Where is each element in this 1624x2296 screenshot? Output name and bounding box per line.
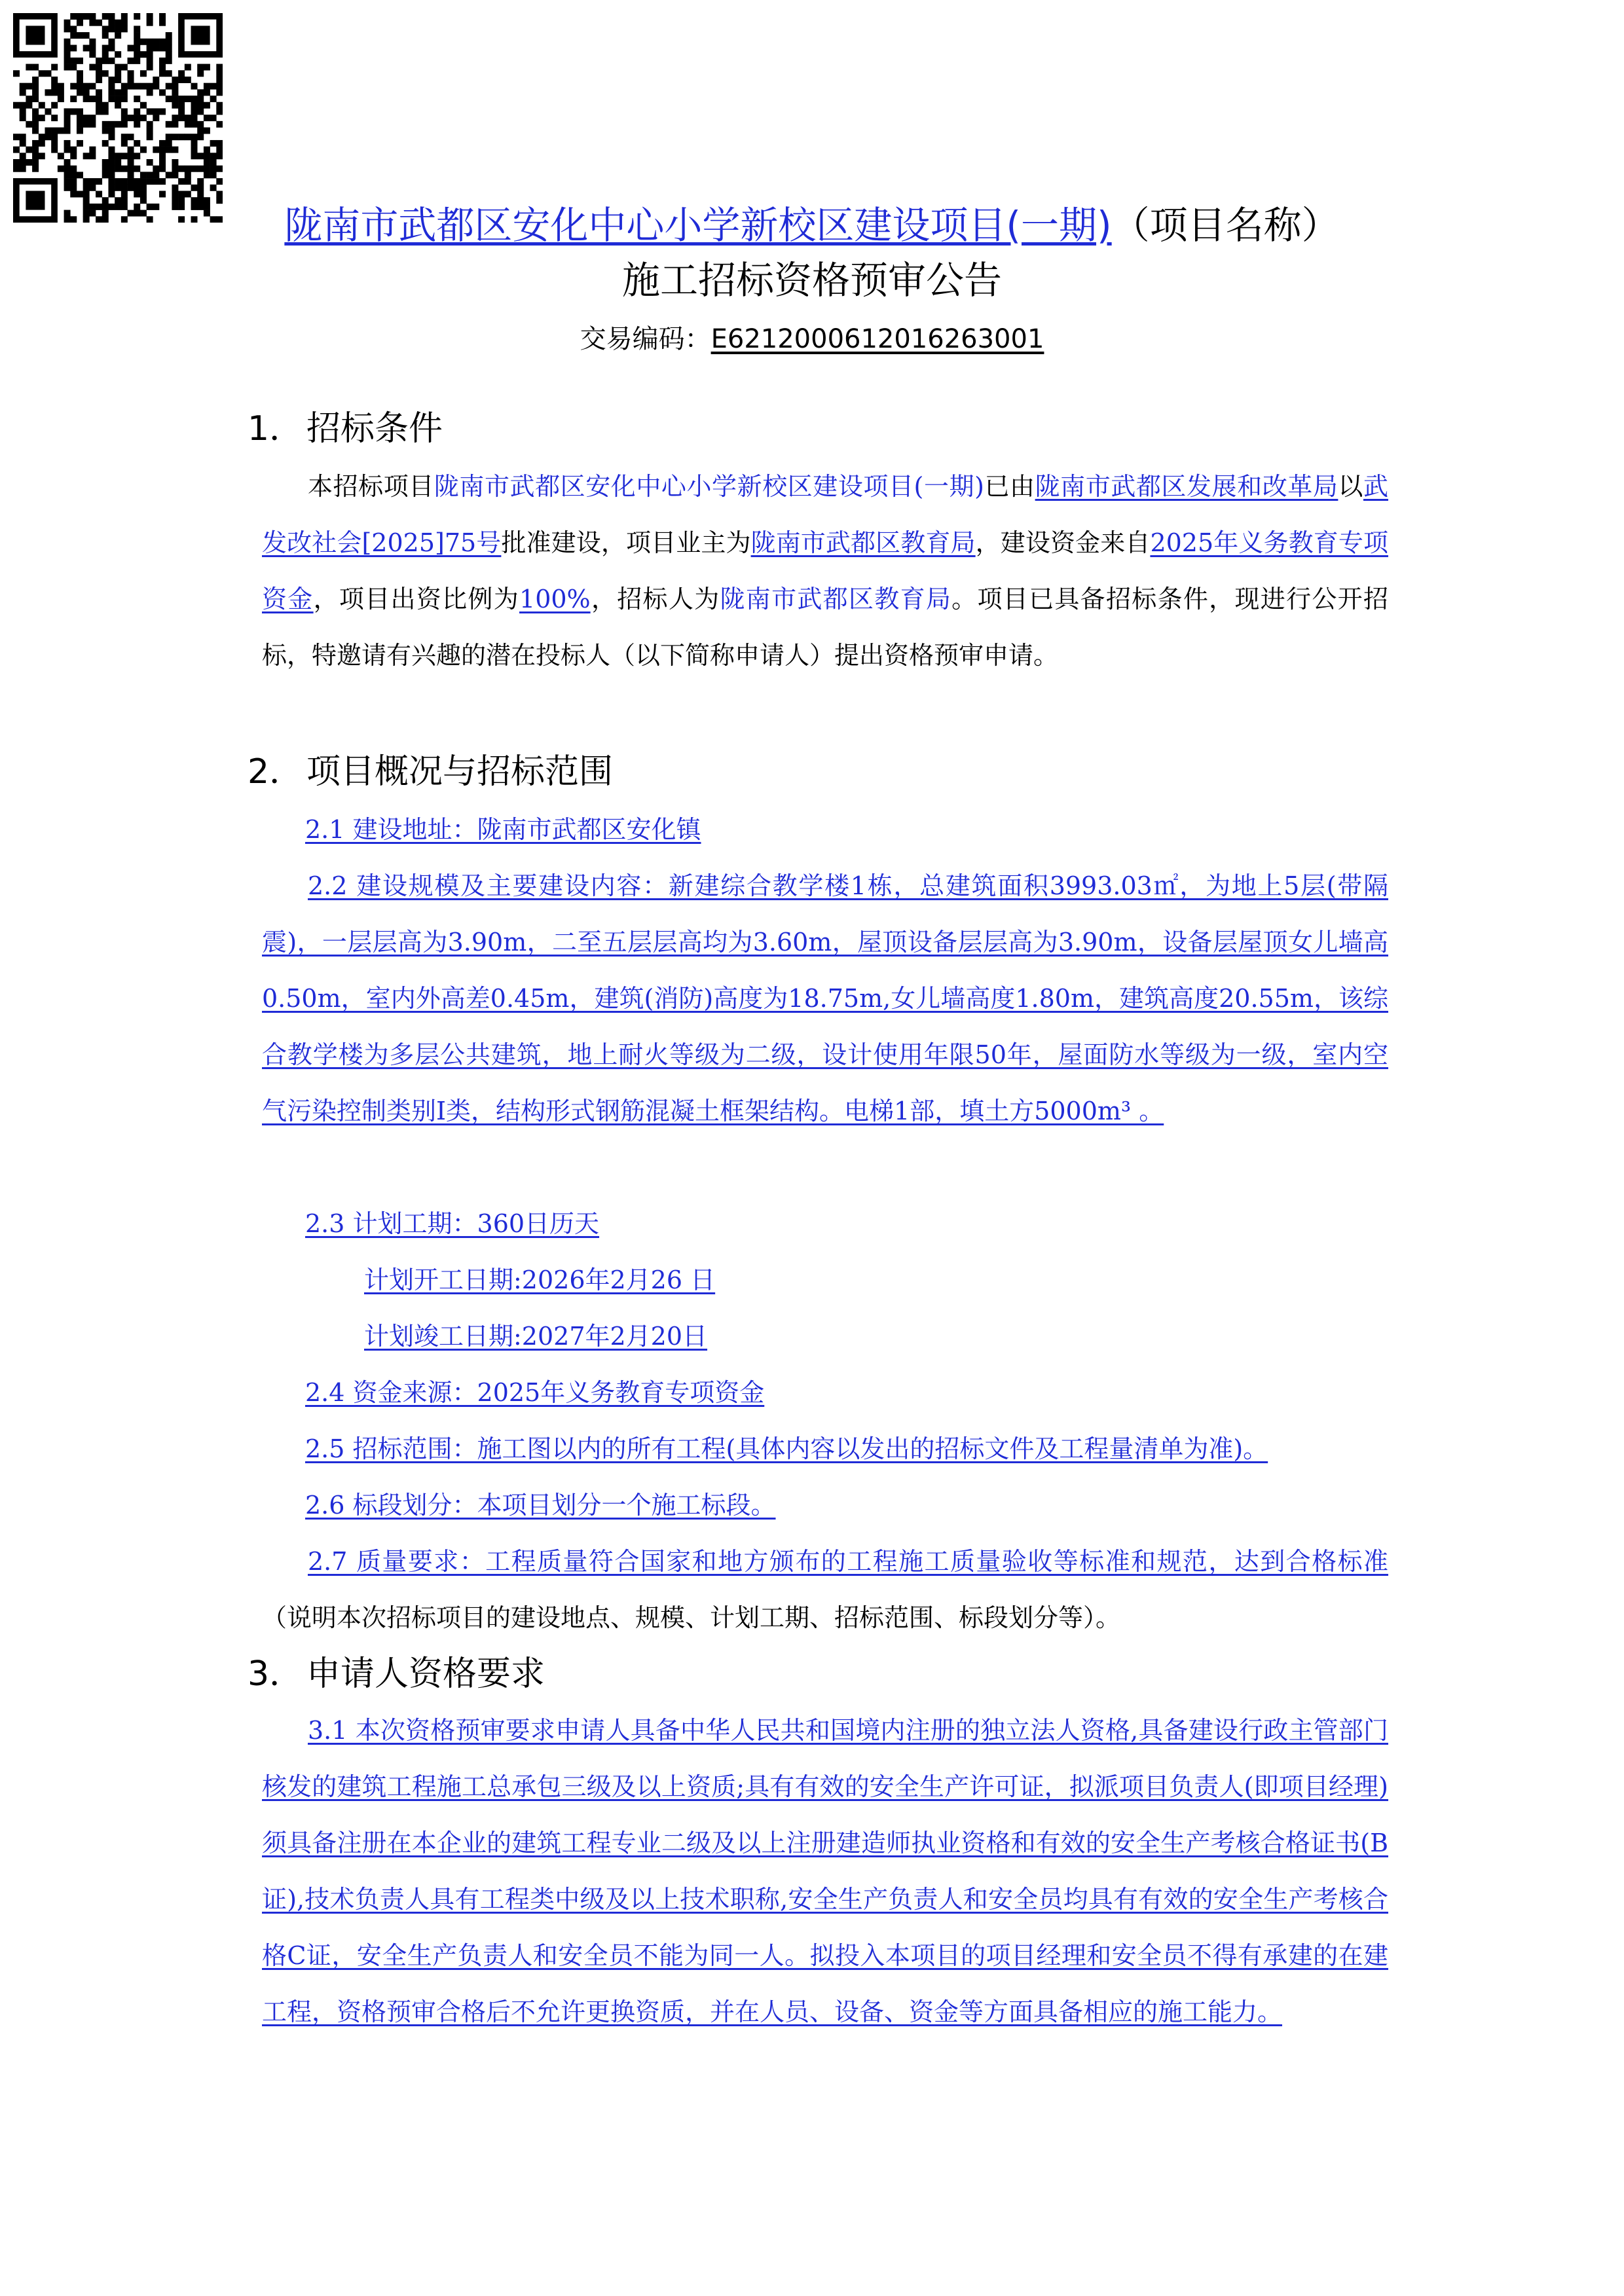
text: 批准建设，项目业主为 <box>501 528 751 557</box>
ratio-link[interactable]: 100% <box>519 585 591 613</box>
approval-doc-link[interactable]: 武发改社会[2025]75号 <box>262 472 1388 557</box>
approver-link[interactable]: 陇南市武都区发展和改革局 <box>1035 472 1338 501</box>
item-2-4-link[interactable]: 2.4 资金来源：2025年义务教育专项资金 <box>305 1378 765 1407</box>
text: ，招标人为 <box>590 585 720 613</box>
item-2-7 <box>262 1533 1388 1646</box>
text: 。项目已具备招标条件，现进行公开招标，特邀请有兴趣的潜在投标人（以下简称申请人）提出资格预审申请。 <box>262 585 1388 670</box>
section-3-heading <box>248 1652 545 1696</box>
item-2-6 <box>305 1477 1431 1533</box>
item-2-1-link[interactable]: 2.1 建设地址：陇南市武都区安化镇 <box>305 815 701 844</box>
owner-link[interactable]: 陇南市武都区教育局 <box>750 528 976 557</box>
item-2-2 <box>262 858 1388 1139</box>
document-title: 施工招标资格预审公告 <box>621 258 1002 302</box>
project-ref: 陇南市武都区安化中心小学新校区建设项目(一期) <box>434 472 984 501</box>
text: ，项目出资比例为 <box>313 585 520 613</box>
end-date <box>364 1308 1490 1364</box>
project-name-link[interactable]: 陇南市武都区安化中心小学新校区建设项目(一期) <box>284 203 1112 247</box>
item-2-7-link[interactable]: 2.7 质量要求：工程质量符合国家和地方颁布的工程施工质量验收等标准和规范，达到合格标准 <box>308 1547 1388 1576</box>
item-2-6-link[interactable]: 2.6 标段划分：本项目划分一个施工标段。 <box>305 1491 776 1520</box>
tenderer-ref: 陇南市武都区教育局 <box>720 585 952 613</box>
section-2-title: 项目概况与招标范围 <box>306 752 614 792</box>
code-value: E6212000612016263001 <box>710 324 1044 354</box>
section-1-title: 招标条件 <box>306 409 443 448</box>
start-date <box>364 1252 1490 1308</box>
section-3-number: 3． <box>248 1654 304 1694</box>
section-2-note: （说明本次招标项目的建设地点、规模、计划工期、招标范围、标段划分等）。 <box>262 1603 1121 1632</box>
item-2-5 <box>305 1421 1431 1477</box>
section-2-heading <box>248 750 613 793</box>
item-3-1 <box>262 1702 1388 2040</box>
transaction-code <box>0 321 1624 357</box>
item-2-3-link[interactable]: 2.3 计划工期：360日历天 <box>305 1209 600 1238</box>
qr-code <box>13 13 223 223</box>
end-date-link[interactable]: 计划竣工日期:2027年2月20日 <box>364 1322 708 1351</box>
text: 已由 <box>984 472 1035 501</box>
item-2-4 <box>305 1364 1431 1421</box>
start-date-link[interactable]: 计划开工日期:2026年2月26 日 <box>364 1266 716 1294</box>
section-1-paragraph <box>262 458 1388 683</box>
section-1-heading <box>248 407 443 450</box>
text: ，建设资金来自 <box>975 528 1151 557</box>
item-2-1 <box>305 801 1431 858</box>
text: 以 <box>1338 472 1363 501</box>
item-2-5-link[interactable]: 2.5 招标范围：施工图以内的所有工程(具体内容以发出的招标文件及工程量清单为准)。 <box>305 1434 1268 1463</box>
section-3-title: 申请人资格要求 <box>306 1654 545 1694</box>
section-1-number: 1． <box>248 409 304 448</box>
section-2-number: 2． <box>248 752 304 792</box>
item-3-1-link[interactable]: 3.1 本次资格预审要求申请人具备中华人民共和国境内注册的独立法人资格,具备建设行政主管部门核发的建筑工程施工总承包三级及以上资质;具有有效的安全生产许可证，拟派项目负责人(即项目经理)须具备注册在本企业的建筑工程专业二级及以上注册建造师执业资格和有效的安全生产考核合格证书(B证),技术负责人具有工程类中级及以上技术职称,安全生产负责人和安全员均具有有效的安全生产考核合格C证，安全生产负责人和安全员不能为同一人。拟投入本项目的项目经理和安全员不得有承建的在建工程，资格预审合格后不允许更换资质，并在人员、设备、资金等方面具备相应的施工能力。 <box>262 1716 1388 2026</box>
text: 本招标项目 <box>308 472 434 501</box>
fund-link[interactable]: 2025年义务教育专项资金 <box>262 528 1388 613</box>
project-name-suffix: （项目名称） <box>1111 203 1340 247</box>
item-2-2-link[interactable]: 2.2 建设规模及主要建设内容：新建综合教学楼1栋，总建筑面积3993.03㎡，为地上5层(带隔震)，一层层高为3.90m，二至五层层高均为3.60m，屋顶设备层层高为3.90m，设备层屋顶女儿墙高0.50m，室内外高差0.45m，建筑(消防)高度为18.75m,女儿墙高度1.80m，建筑高度20.55m，该综合教学楼为多层公共建筑，地上耐火等级为二级，设计使用年限50年，屋面防水等级为一级，室内空气污染控制类别I类，结构形式钢筋混凝土框架结构。电梯1部，填土方5000m³ 。 <box>262 871 1388 1125</box>
item-2-3 <box>305 1195 1431 1252</box>
code-label: 交易编码： <box>580 324 711 354</box>
project-title <box>0 202 1624 249</box>
